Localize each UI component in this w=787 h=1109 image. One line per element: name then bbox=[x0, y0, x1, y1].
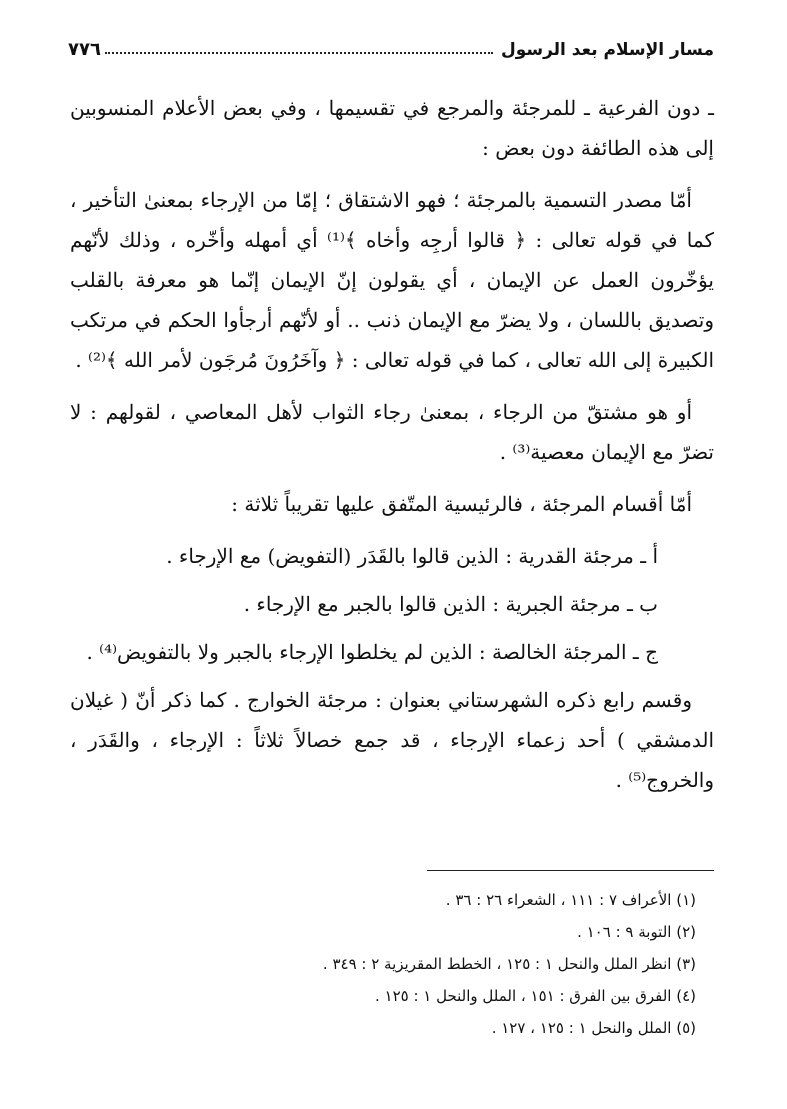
running-header bbox=[68, 30, 714, 60]
header-dotted-leader bbox=[105, 52, 493, 54]
paragraph-hope-derivation: أو هو مشتقّ من الرجاء ، بمعنىٰ رجاء الثواب لأهل المعاصي ، لقولهم : لا تضرّ مع الإيمان معصية⁽³⁾ . bbox=[70, 400, 714, 464]
footnote-2: (٢) التوبة ٩ : ١٠٦ . bbox=[577, 923, 696, 941]
paragraph-naming-origin: أمّا مصدر التسمية بالمرجئة ؛ فهو الاشتقاق ؛ إمّا من الإرجاء بمعنىٰ التأخير ، كما في قوله تعالى : ﴿ قالوا أرجِه وأخاه ﴾⁽¹⁾ أي أمهله وأخّره ، وذلك لأنّهم يؤخّرون العمل عن الإيمان ، أي يقولون إنّ الإيمان إنّما هو معرفة بالقلب وتصديق باللسان ، ولا يضرّ مع الإيمان ذنب .. أو لأنّهم أرجأوا الحكم في مرتكب الكبيرة إلى الله تعالى ، كما في قوله تعالى : ﴿ وآخَرُونَ مُرجَون لأمر الله ﴾⁽²⁾ . bbox=[70, 188, 714, 372]
running-title: مسار الإسلام بعد الرسول bbox=[500, 40, 714, 60]
footnotes bbox=[70, 884, 714, 1044]
footnote-4: (٤) الفرق بين الفرق : ١٥١ ، الملل والنحل ١ : ١٢٥ . bbox=[374, 987, 696, 1005]
division-item-jabriyya: ب ـ مرجئة الجبرية : الذين قالوا بالجبر مع الإرجاء . bbox=[243, 592, 658, 616]
page-number: ٧٧٦ bbox=[68, 39, 101, 60]
paragraph-divisions-intro: أمّا أقسام المرجئة ، فالرئيسية المتّفق عليها تقريباً ثلاثة : bbox=[231, 492, 692, 516]
footnote-5: (٥) الملل والنحل ١ : ١٢٥ ، ١٢٧ . bbox=[491, 1019, 696, 1037]
paragraph-intro: ـ دون الفرعية ـ للمرجئة والمرجع في تقسيمها ، وفي بعض الأعلام المنسوبين إلى هذه الطائفة دون بعض : bbox=[70, 96, 714, 160]
footnote-3: (٣) انظر الملل والنحل ١ : ١٢٥ ، الخطط المقريزية ٢ : ٣٤٩ . bbox=[322, 955, 696, 973]
main-text bbox=[70, 88, 714, 812]
paragraph-fourth-division: وقسم رابع ذكره الشهرستاني بعنوان : مرجئة الخوارج . كما ذكر أنّ ( غيلان الدمشقي ) أحد زعماء الإرجاء ، قد جمع خصالاً ثلاثاً : الإرجاء ، والقَدَر ، والخروج⁽⁵⁾ . bbox=[70, 688, 714, 792]
footnote-separator bbox=[427, 870, 714, 871]
division-item-qadariyya: أ ـ مرجئة القدرية : الذين قالوا بالقَدَر (التفويض) مع الإرجاء . bbox=[166, 544, 658, 568]
footnote-1: (١) الأعراف ٧ : ١١١ ، الشعراء ٢٦ : ٣٦ . bbox=[445, 891, 696, 909]
division-item-pure: ج ـ المرجئة الخالصة : الذين لم يخلطوا الإرجاء بالجبر ولا بالتفويض⁽⁴⁾ . bbox=[86, 640, 658, 664]
